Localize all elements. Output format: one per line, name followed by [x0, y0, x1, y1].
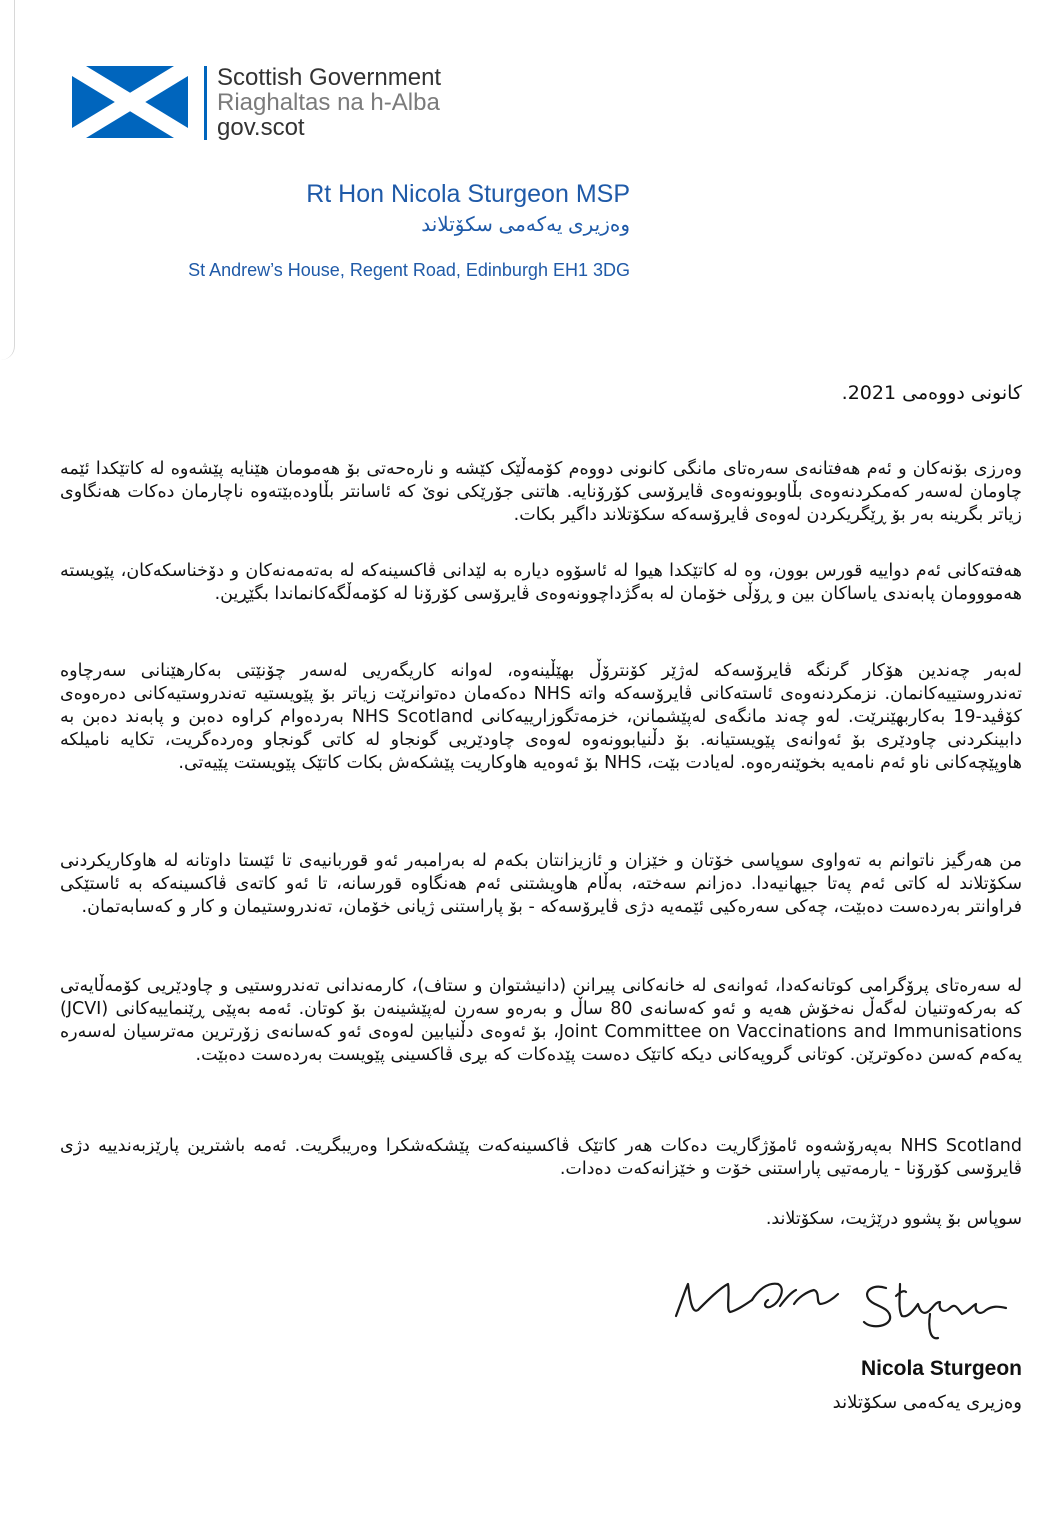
sender-title: وەزیری یەکەمی سکۆتلاند — [421, 214, 630, 236]
signer-name: Nicola Sturgeon — [860, 1357, 1022, 1380]
page-edge-shadow — [0, 0, 15, 360]
logo-text — [217, 65, 441, 140]
sender-address: St Andrew’s House, Regent Road, Edinburgh EH1 3DG — [188, 260, 630, 280]
org-website: gov.scot — [217, 114, 305, 141]
sender-name: Rt Hon Nicola Sturgeon MSP — [306, 180, 630, 208]
letter-paragraph-1: وەرزی بۆنەکان و ئەم هەفتانەی سەرەتای مانگی کانونی دووەم کۆمەڵێک کێشە و نارەحەتی بۆ هەمومان هێنایە پێشەوە لە کاتێکدا ئێمە چاومان لەسەر کەمکردنەوەی بڵاوبوونەوەی ڤایرۆسی کۆرۆنایە. هاتنی جۆرێکی نوێ کە ئاسانتر بڵاودەبێتەوە ناچارمان دەکات هەنگاوی زیاتر بگرینە بەر بۆ ڕێگریکردن لەوەی ڤایرۆسەکە سکۆتلاند داگیر بکات. — [60, 459, 1022, 525]
org-name-gaelic: Riaghaltas na h-Alba — [217, 89, 440, 116]
scottish-government-logo — [72, 66, 441, 140]
saltire-flag-icon — [72, 66, 188, 138]
letter-paragraph-3: لەبەر چەندین هۆکار گرنگە ڤایرۆسەکە لەژێر کۆنترۆڵ بهێڵینەوە، لەوانە کاریگەریی لەسەر چۆنێتی بەکارهێنانی سەرچاوە تەندروستییەکانمان. نزمکردنەوەی ئاستەکانی ڤایرۆسەکە واتە NHS دەکەمان دەتوانرێت زیاتر بۆ پێویستیە تەندروستیەکانی دەرەوەی کۆڤید-19 بەکاربهێنرێت. لەو چەند مانگەی لەپێشمانن، خزمەتگوزارییەکانی NHS Scotland بەردەوام کراوە دەبن و پابەند دەبن بە دابینکردنی چاودێری بۆ ئەوانەی پێویستیانە. بۆ دڵنیابوونەوە لەوەی چاودێریی گونجاو لە کاتی گونجاو وەردەگریت، تکایە نامیلکە هاوپێچەکانی ناو ئەم نامەیە بخوێنەرەوە. لەیادت بێت، NHS بۆ ئەوەیە هاوکاریت پێشکەش بکات کاتێک پێویستت پێیەتی. — [60, 661, 1023, 773]
letter-paragraph-4: من هەرگیز ناتوانم بە تەواوی سوپاسی خۆتان و خێزان و ئازیزانتان بکەم لە بەرامبەر ئەو قوربانیەی تا ئێستا داوتانە لە هاوکاریکردنی سکۆتلاند لە کاتی ئەم پەتا جیهانیەدا. دەزانم سەختە، بەڵام هاویشتنی ئەم هەنگاوە قورسانە، تا ئەو کاتەی ڤاکسینەکە بە ئاستێکی فراوانتر بەردەست دەبێت، چەکی سەرەکیی ئێمەیە دژی ڤایرۆسەکە - بۆ پاراستنی ژیانی خۆمان، تەندروستیمان و کار و کەسابەتمان. — [60, 851, 1022, 917]
letter-paragraph-2: هەفتەکانی ئەم دواییە قورس بوون، وە لە کاتێکدا هیوا لە ئاسۆوە دیارە بە لێدانی ڤاکسینەکە لە بەتەمەنەکان و دۆخناسکەکان، پێویستە هەمووومان پابەندی یاساکان بین و ڕۆڵی خۆمان لە بەگژداچوونەوەی ڤایرۆسی کۆرۆنا لە کۆمەڵگەکانماندا بگێڕین. — [60, 561, 1022, 604]
letter-paragraph-6: NHS Scotland بەپەرۆشەوە ئامۆژگاریت دەکات هەر کاتێک ڤاکسینەکەت پێشکەشکرا وەریبگریت. ئەمە باشترین پارێزبەندییە دژی ڤایرۆسی کۆرۆنا - یارمەتیی پاراستنی خۆت و خێزانەکەت دەدات. — [60, 1136, 1022, 1179]
letter-date: کانونی دووەمی 2021. — [841, 382, 1022, 404]
letter-closing-line: سوپاس بۆ پشوو درێژیت، سکۆتلاند. — [765, 1209, 1022, 1229]
org-name-english: Scottish Government — [217, 64, 442, 91]
handwritten-signature — [668, 1270, 1024, 1350]
signer-title: وەزیری یەکەمی سکۆتلاند — [832, 1392, 1022, 1413]
logo-divider — [204, 66, 207, 140]
letter-paragraph-5: لە سەرەتای پرۆگرامی کوتانەکەدا، ئەوانەی لە خانەکانی پیرانن (دانیشتوان و ستاف)، کارمەندانی تەندروستیی و چاودێریی کۆمەڵایەتی کە بەرکەوتنیان لەگەڵ نەخۆش هەیە و ئەو کەسانەی 80 ساڵ و بەرەو سەرن لەپێشینەن بۆ کوتان. ئەمە بەپێی ڕێنماییەکانی (JCVI) Joint Committee on Vaccinations and Immunisations، بۆ ئەوەی دڵنیابین لەوەی ئەو کەسانەی زۆرترین مەترسیان لەسەرە یەکەم کەسن دەکوترێن. کوتانی گروپەکانی دیکە کاتێک دەست پێدەکات کە بڕی ڤاکسینی پێویست بەردەست دەبێت. — [60, 976, 1022, 1065]
